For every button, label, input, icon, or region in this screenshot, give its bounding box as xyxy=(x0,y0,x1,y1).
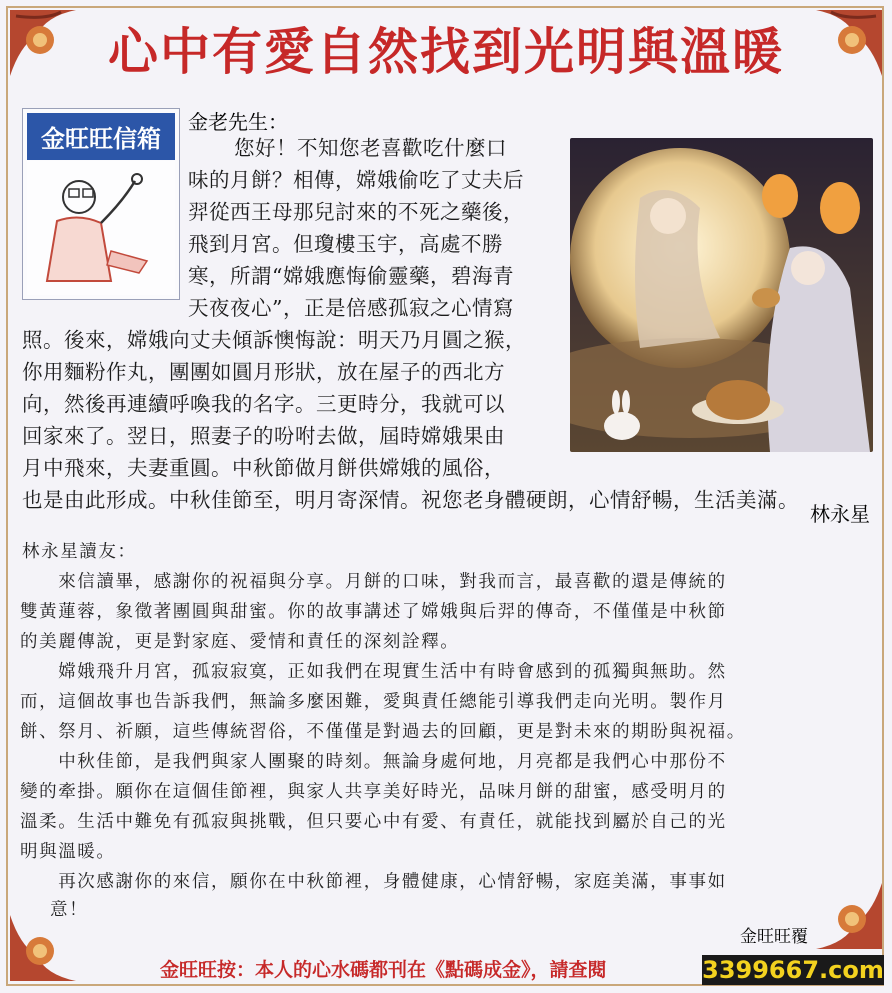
letter-line: 味的月餅？相傳，嫦娥偷吃了丈夫后 xyxy=(188,168,524,192)
site-watermark: 3399667.com xyxy=(702,956,884,984)
columnist-sketch-image xyxy=(27,161,175,295)
letter-line: 回家來了。翌日，照妻子的吩咐去做，屆時嫦娥果由 xyxy=(22,424,505,448)
reply-line: 嫦娥飛升月宮，孤寂寂寞，正如我們在現實生活中有時會感到的孤獨與無助。然 xyxy=(20,662,727,682)
reply-line: 來信讀畢，感謝你的祝福與分享。月餅的口味，對我而言，最喜歡的還是傳統的 xyxy=(20,572,727,592)
letter-line: 飛到月宮。但瓊樓玉宇，高處不勝 xyxy=(188,232,503,256)
letter-line: 你用麵粉作丸，團團如圓月形狀，放在屋子的西北方 xyxy=(22,360,505,384)
reply-line: 溫柔。生活中難免有孤寂與挑戰，但只要心中有愛、有責任，就能找到屬於自己的光 xyxy=(20,812,727,832)
letter-line: 照。後來，嫦娥向丈夫傾訴懊悔說：明天乃月圓之猴， xyxy=(22,328,526,352)
reply-line: 餅、祭月、祈願，這些傳統習俗，不僅僅是對過去的回顧，更是對未來的期盼與祝福。 xyxy=(20,722,746,742)
reply-line: 中秋佳節，是我們與家人團聚的時刻。無論身處何地，月亮都是我們心中那份不 xyxy=(20,752,727,772)
reply-line: 變的牽掛。願你在這個佳節裡，與家人共享美好時光，品味月餅的甜蜜，感受明月的 xyxy=(20,782,727,802)
letter-line: 寒，所謂“嫦娥應悔偷靈藥，碧海青 xyxy=(188,264,514,288)
reply-line: 而，這個故事也告訴我們，無論多麼困難，愛與責任總能引導我們走向光明。製作月 xyxy=(20,692,727,712)
letter-signature: 林永星 xyxy=(810,502,870,526)
reply-line: 明與溫暖。 xyxy=(20,842,116,862)
letter-line: 天夜夜心”，正是倍感孤寂之心情寫 xyxy=(188,296,514,320)
reply-line: 再次感謝你的來信，願你在中秋節裡，身體健康，心情舒暢，家庭美滿，事事如 xyxy=(20,872,727,892)
letter-line: 羿從西王母那兒討來的不死之藥後， xyxy=(188,200,524,224)
reply-line: 意！ xyxy=(50,900,89,920)
column-label: 金旺旺信箱 xyxy=(27,113,175,160)
reply-line: 雙黃蓮蓉，象徵著團圓與甜蜜。你的故事講述了嫦娥與后羿的傳奇，不僅僅是中秋節 xyxy=(20,602,727,622)
page-title: 心中有愛自然找到光明與溫暖 xyxy=(108,22,784,81)
letter-salutation: 金老先生： xyxy=(188,110,288,134)
column-logo xyxy=(22,108,180,300)
footer-note: 金旺旺按：本人的心水碼都刊在《點碼成金》，請查閱 xyxy=(160,959,607,981)
letter-line: 向，然後再連續呼喚我的名字。三更時分，我就可以 xyxy=(22,392,505,416)
letter-line: 您好！不知您老喜歡吃什麼口 xyxy=(234,136,507,160)
mid-autumn-illustration xyxy=(570,138,873,452)
reply-signature: 金旺旺覆 xyxy=(740,927,808,947)
reply-salutation: 林永星讀友： xyxy=(22,542,137,562)
letter-line: 也是由此形成。中秋佳節至，明月寄深情。祝您老身體硬朗，心情舒暢，生活美滿。 xyxy=(22,488,799,512)
letter-line: 月中飛來，夫妻重圓。中秋節做月餅供嫦娥的風俗， xyxy=(22,456,505,480)
reply-line: 的美麗傳說，更是對家庭、愛情和責任的深刻詮釋。 xyxy=(20,632,460,652)
